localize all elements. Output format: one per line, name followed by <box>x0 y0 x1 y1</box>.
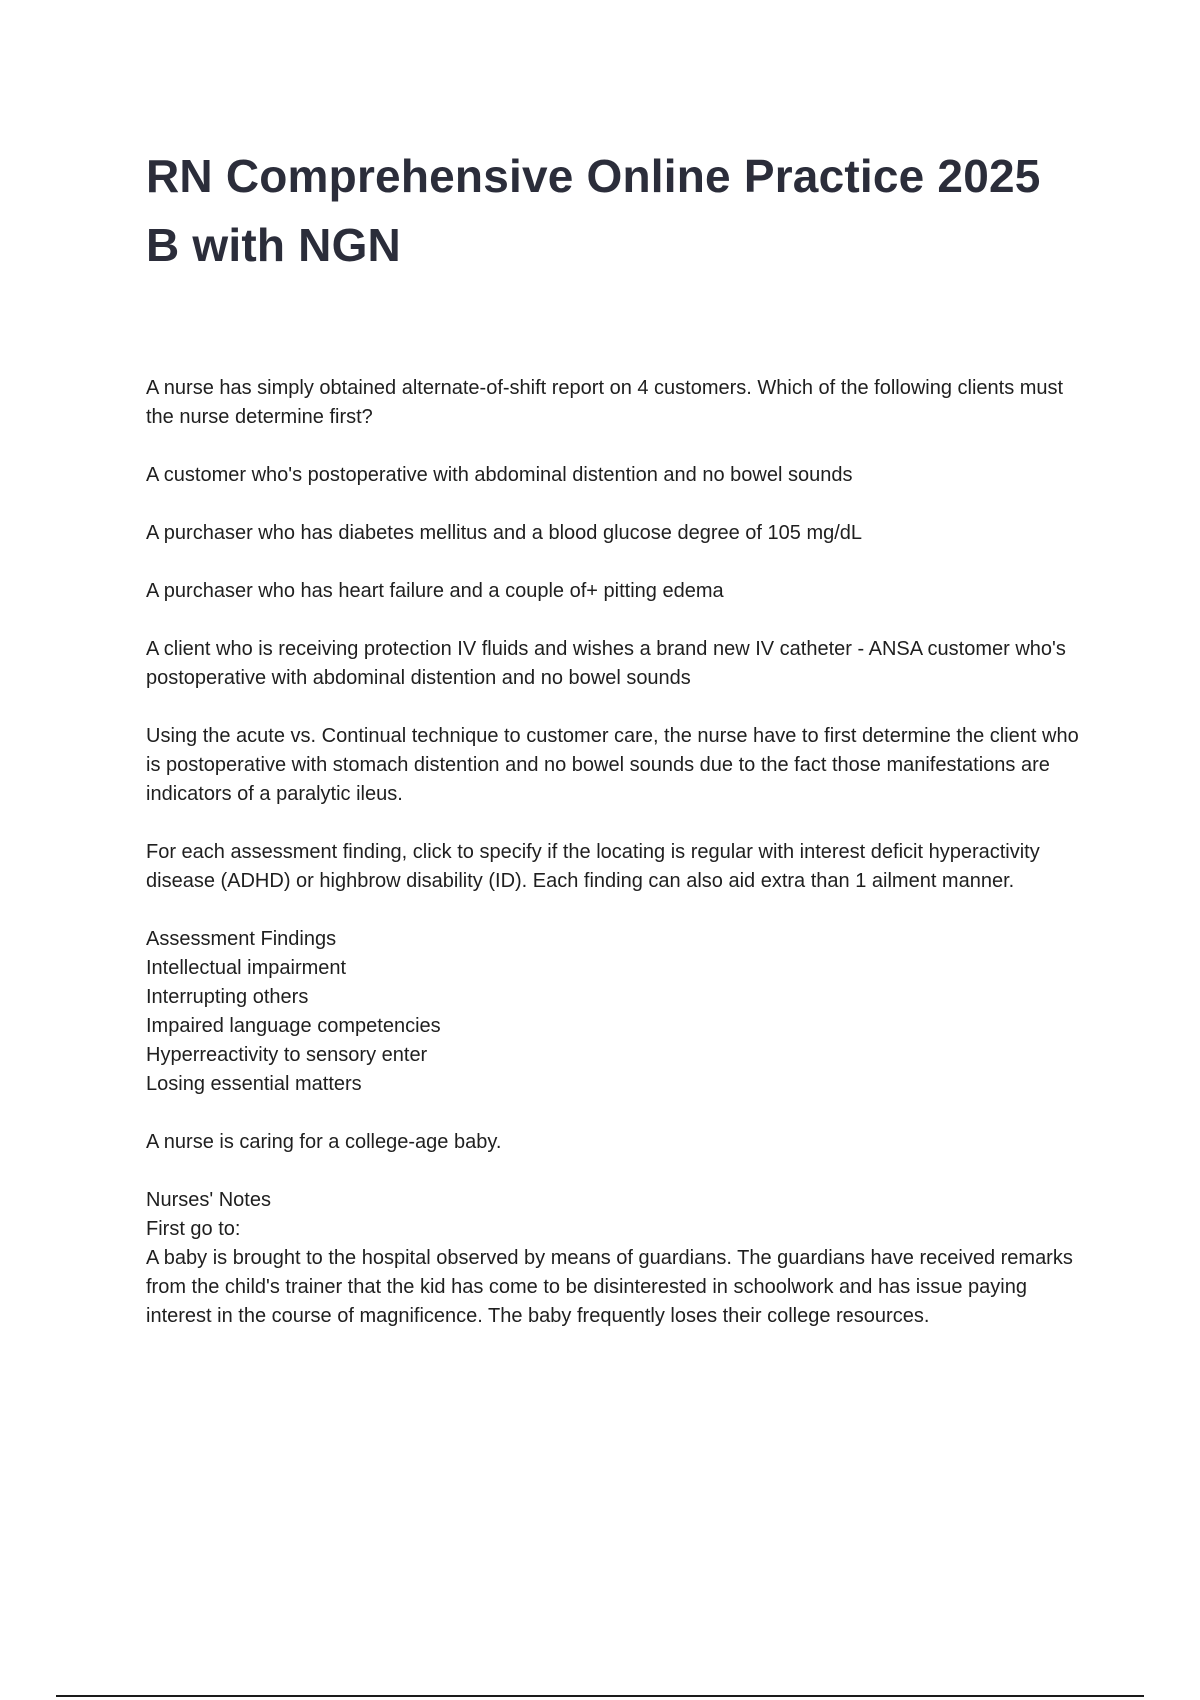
answer-option-c: A purchaser who has heart failure and a couple of+ pitting edema <box>146 580 724 602</box>
assessment-findings <box>146 925 1096 1099</box>
notes-heading: Nurses' Notes <box>146 1189 271 1211</box>
title-line-2: B with NGN <box>146 219 401 271</box>
finding-item: Hyperreactivity to sensory enter <box>146 1044 428 1066</box>
document-title <box>146 142 1096 280</box>
answer-option-b: A purchaser who has diabetes mellitus and a blood glucose degree of 105 mg/dL <box>146 522 863 544</box>
case-intro: A nurse is caring for a college-age baby. <box>146 1131 502 1153</box>
question-1: A nurse has simply obtained alternate-of-shift report on 4 customers. Which of the following clients must the nurse determine first? <box>146 377 1064 428</box>
answer-option-d: A client who is receiving protection IV fluids and wishes a brand new IV catheter - ANSA customer who's postoperative with abdominal distention and no bowel sounds <box>146 638 1066 689</box>
findings-heading: Assessment Findings <box>146 928 337 950</box>
document-body <box>146 374 1096 1360</box>
footer-divider <box>56 1695 1144 1697</box>
finding-item: Losing essential matters <box>146 1073 362 1095</box>
notes-subheading: First go to: <box>146 1218 241 1240</box>
answer-option-a: A customer who's postoperative with abdominal distention and no bowel sounds <box>146 464 853 486</box>
title-line-1: RN Comprehensive Online Practice 2025 <box>146 150 1041 202</box>
finding-item: Impaired language competencies <box>146 1015 441 1037</box>
notes-body: A baby is brought to the hospital observed by means of guardians. The guardians have received remarks from the child's trainer that the kid has come to be disinterested in schoolwork and has issue paying interest in the course of magnificence. The baby frequently loses their college resources. <box>146 1247 1073 1327</box>
document-page <box>146 142 1096 280</box>
finding-item: Intellectual impairment <box>146 957 347 979</box>
question-2: For each assessment finding, click to specify if the locating is regular with interest deficit hyperactivity disease (ADHD) or highbrow disability (ID). Each finding can also aid extra than 1 ailment manner. <box>146 841 1040 892</box>
rationale: Using the acute vs. Continual technique to customer care, the nurse have to first determine the client who is postoperative with stomach distention and no bowel sounds due to the fact those manifestations are indicators of a paralytic ileus. <box>146 725 1079 805</box>
nurses-notes <box>146 1186 1096 1331</box>
finding-item: Interrupting others <box>146 986 309 1008</box>
